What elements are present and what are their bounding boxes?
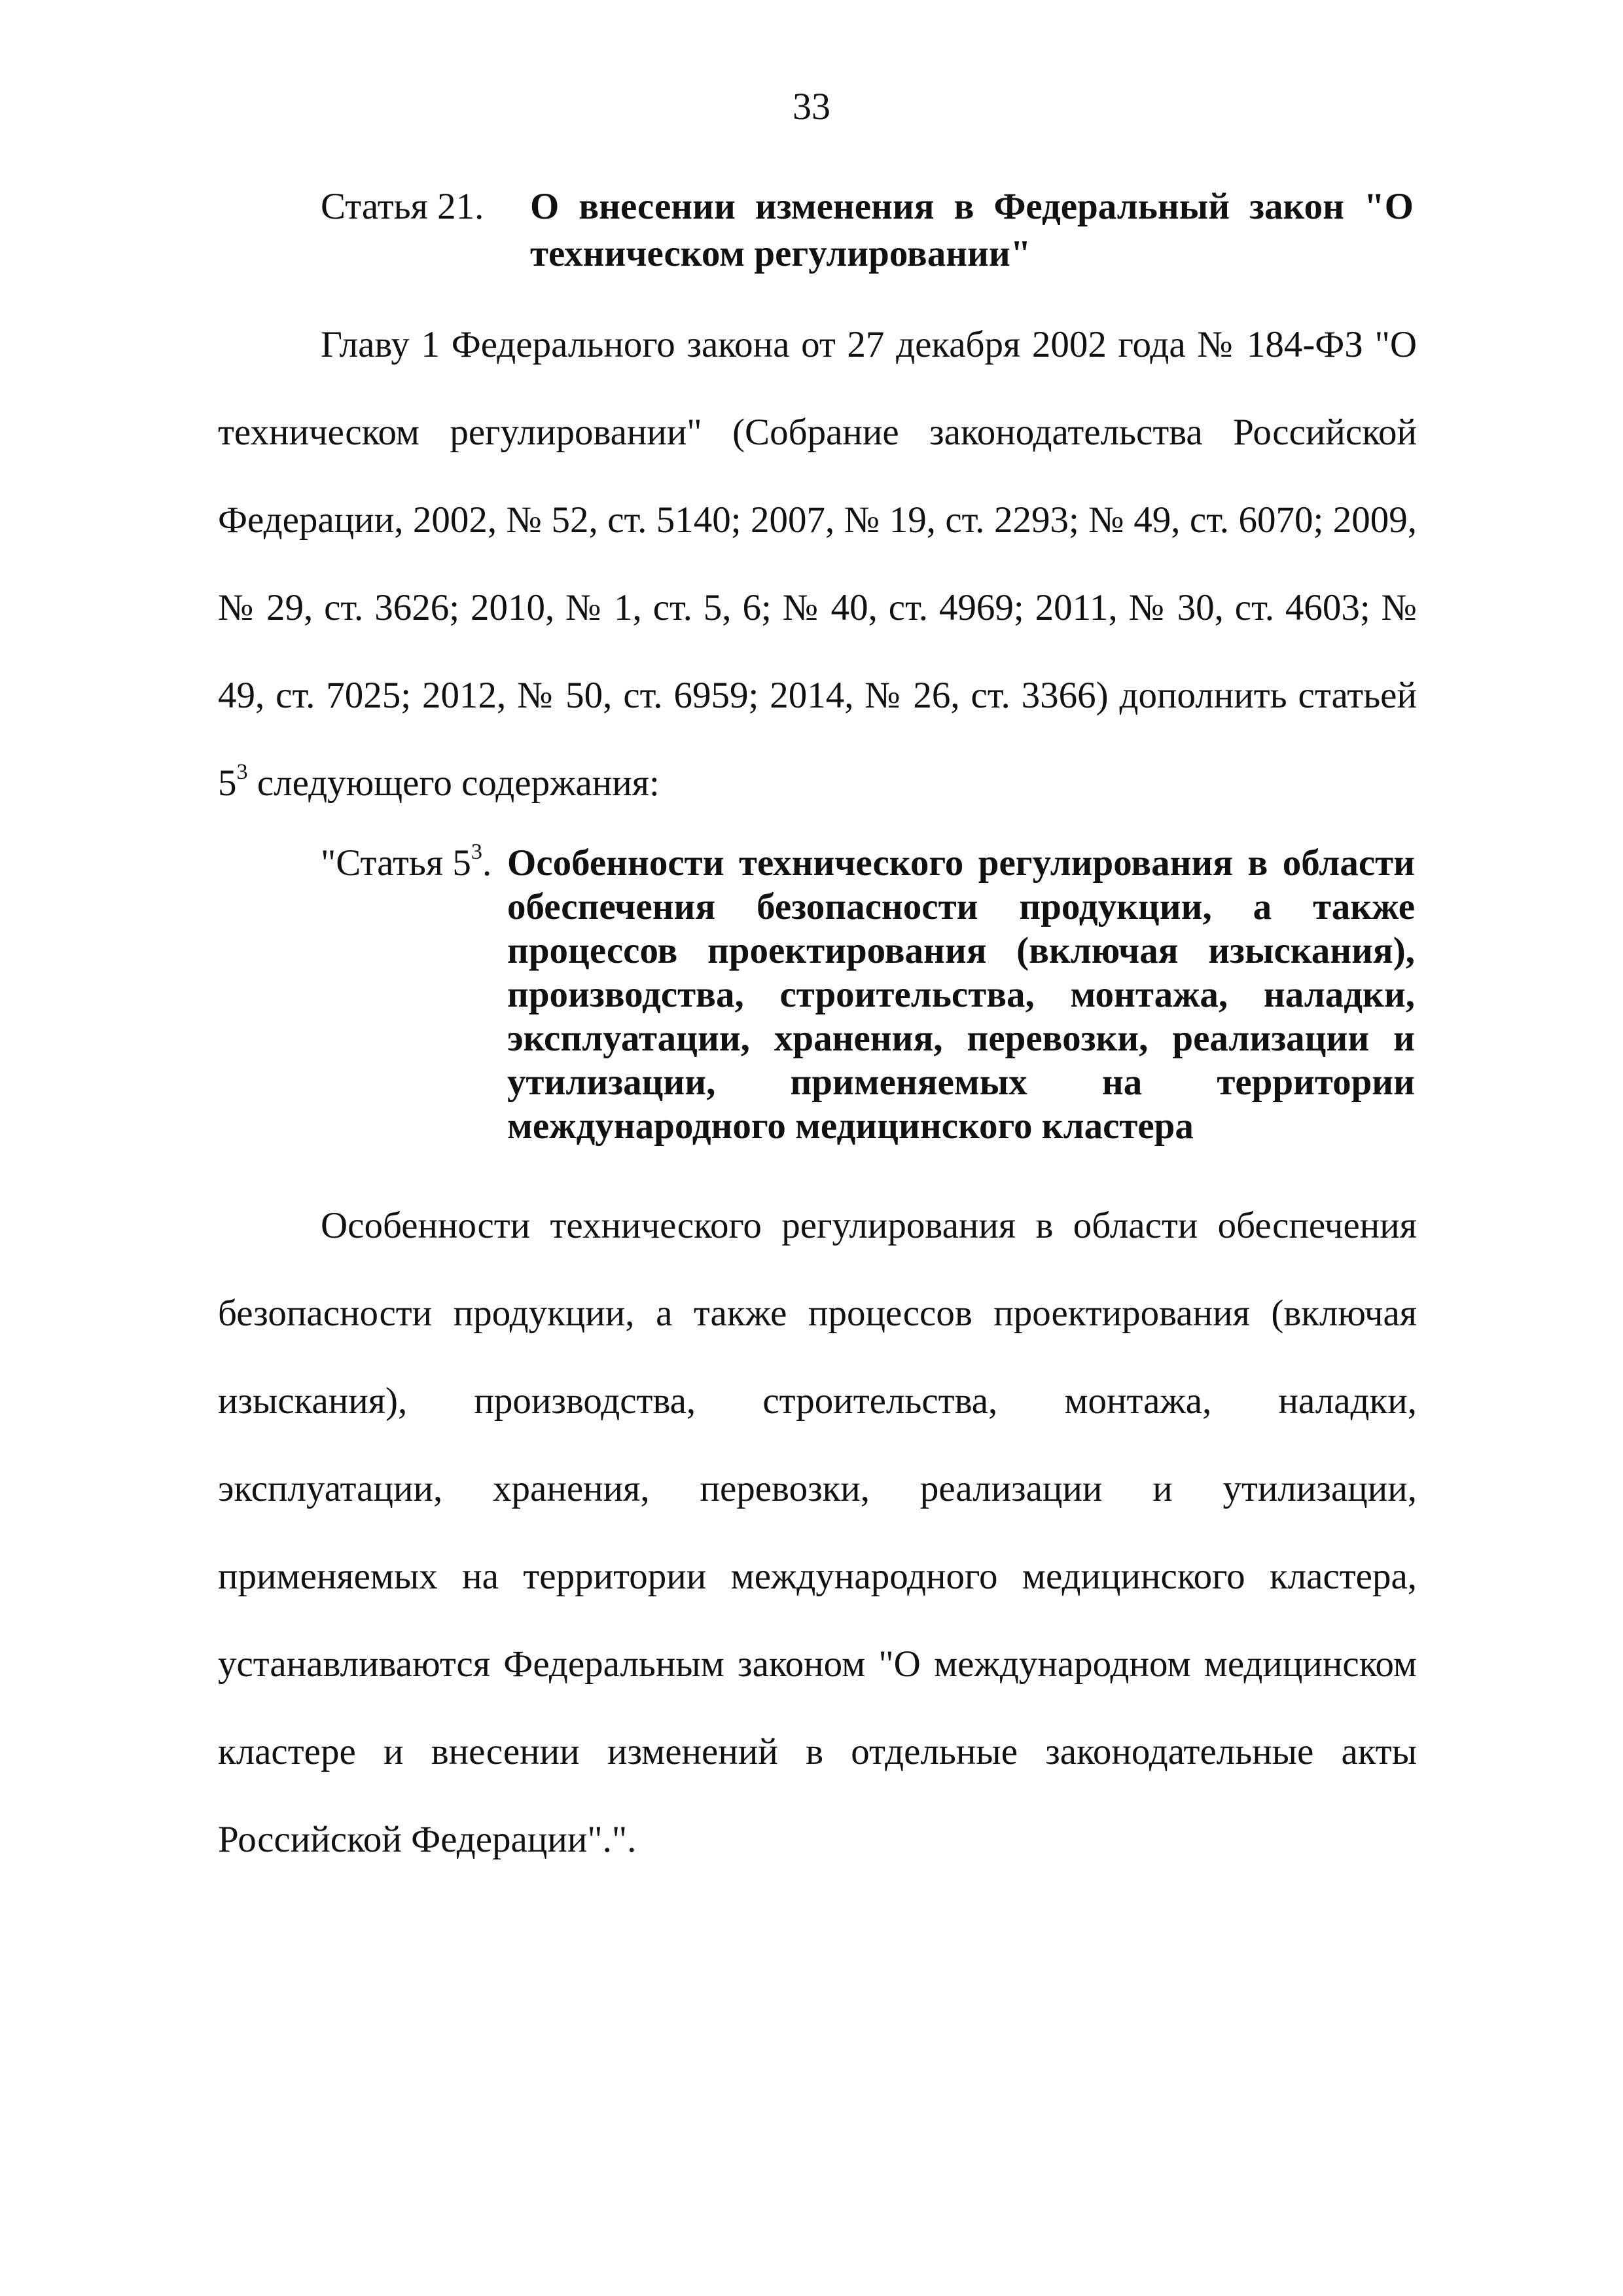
article-title: О внесении изменения в Федеральный закон "О техническом регулировании" <box>530 186 1414 274</box>
sub-article-label <box>321 841 491 885</box>
page-number: 33 <box>793 85 830 128</box>
sub-article-superscript: 3 <box>471 839 482 864</box>
amendment-text: Главу 1 Федерального закона от 27 декабря 2002 года № 184-ФЗ "О техническом регулировании" (Собрание законодательства Российской Федерации, 2002, № 52, ст. 5140; 2007, № 19, ст. 2293; № 49, ст. 6070; 2009, № 29, ст. 3626; 2010, № 1, ст. 5, 6; № 40, ст. 4969; 2011, № 30, ст. 4603; № 49, ст. 7025; 2012, № 50, ст. 6959; 2014, № 26, ст. 3366) дополнить статьей 5 <box>218 324 1417 804</box>
superscript-3: 3 <box>236 759 248 784</box>
amendment-paragraph <box>218 301 1417 827</box>
sub-article-label-dot: . <box>482 842 492 884</box>
sub-article-label-text: "Статья 5 <box>321 842 471 884</box>
sub-article-title: Особенности технического регулирования в области обеспечения безопасности продукции, а также процессов проектирования (включая изыскания), производства, строительства, монтажа, наладки, эксплуатации, хранения, перевозки, реализации и утилизации, применяемых на территории международного медицинского кластера <box>507 842 1415 1147</box>
article-heading <box>321 183 1414 278</box>
sub-article-paragraph: Особенности технического регулирования в области обеспечения безопасности продукции, а также процессов проектирования (включая изыскания), производства, строительства, монтажа, наладки, эксплуатации, хранения, перевозки, реализации и утилизации, применяемых на территории международного медицинского кластера, устанавливаются Федеральным законом "О международном медицинском кластере и внесении изменений в отдельные законодательные акты Российской Федерации".". <box>218 1205 1417 1860</box>
amendment-text-end: следующего содержания: <box>247 762 660 804</box>
sub-article-heading <box>321 841 1415 1148</box>
article-label: Статья 21. <box>321 186 484 227</box>
